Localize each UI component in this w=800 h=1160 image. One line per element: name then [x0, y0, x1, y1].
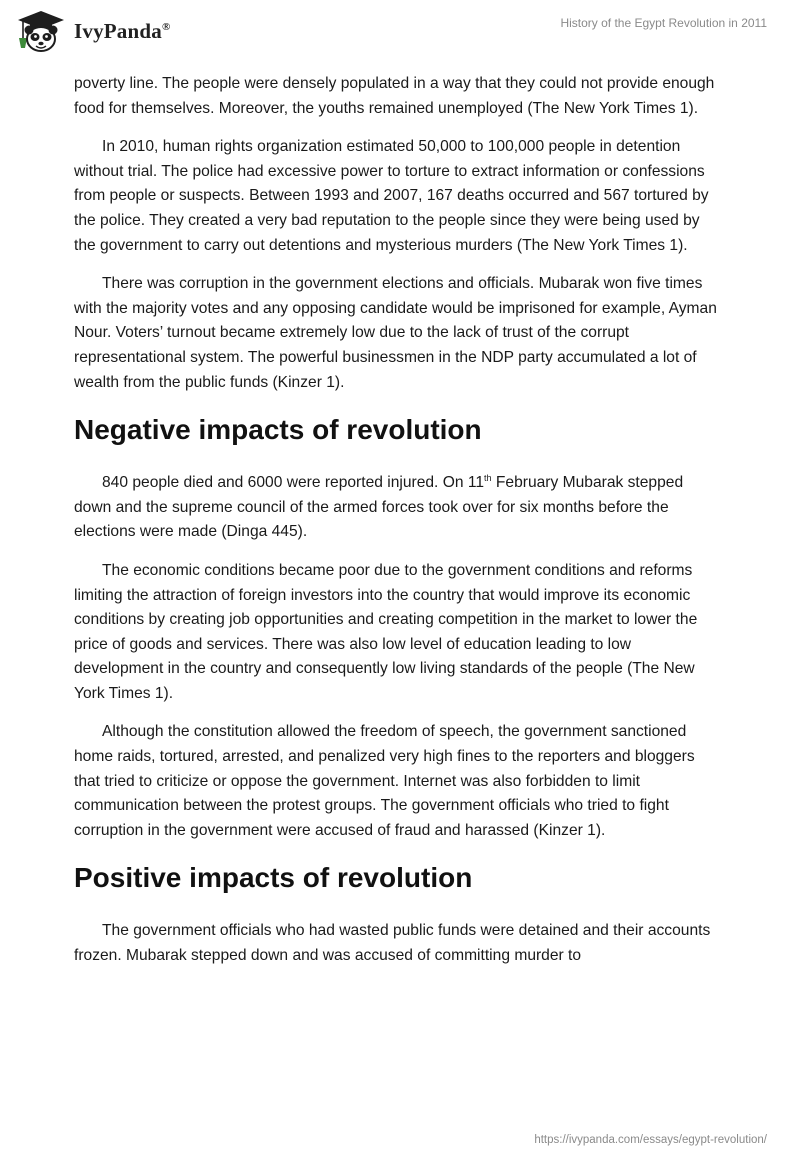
brand-name: IvyPanda®: [74, 18, 171, 43]
panda-graduate-icon: [14, 8, 68, 54]
paragraph: There was corruption in the government elections and officials. Mubarak won five times with the majority votes and any opposing candidate would be imprisoned for example, Ayman Nour. Voters’ turnout became extremely low due to the lack of trust of the corrupt representational system. The powerful businessmen in the NDP party accumulated a lot of wealth from the public funds (Kinzer 1).: [74, 275, 717, 391]
paragraph: poverty line. The people were densely populated in a way that they could not provide enough food for themselves. Moreover, the youths remained unemployed (The New York Times 1).: [74, 75, 715, 117]
heading-positive-impacts: Positive impacts of revolution: [74, 862, 473, 894]
paragraph: In 2010, human rights organization estimated 50,000 to 100,000 people in detention without trial. The police had excessive power to torture to extract information or confessions from people or suspects. Between 1993 and 2007, 167 deaths occurred and 567 tortured by the police. They created a very bad reputation to the people since they were being used by the government to carry out detentions and mysterious murders (The New York Times 1).: [74, 138, 709, 254]
source-url-link[interactable]: https://ivypanda.com/essays/egypt-revolution/: [534, 1134, 767, 1146]
page-header: [0, 0, 800, 62]
paragraph: Although the constitution allowed the freedom of speech, the government sanctioned home raids, tortured, arrested, and penalized very high fines to the reporters and bloggers that tried to criticize or oppose the government. Internet was also forbidden to limit communication between the protest groups. The government officials who tried to fight corruption in the government were accused of fraud and harassed (Kinzer 1).: [74, 723, 695, 839]
article-body: [74, 72, 724, 983]
paragraph: The economic conditions became poor due to the government conditions and reforms limiting the attraction of foreign investors into the country that would improve its economic conditions by creating job opportunities and creating competition in the market to lower the price of goods and services. There was also low level of education leading to low development in the country and consequently low living standards of the people (The New York Times 1).: [74, 561, 698, 702]
paragraph: The government officials who had wasted public funds were detained and their accounts frozen. Mubarak stepped down and was accused of committing murder to: [74, 922, 711, 965]
ivypanda-logo[interactable]: [14, 8, 170, 54]
heading-negative-impacts: Negative impacts of revolution: [74, 414, 482, 446]
document-title: History of the Egypt Revolution in 2011: [560, 16, 767, 30]
paragraph: 840 people died and 6000 were reported injured. On 11th February Mubarak stepped down and the supreme council of the armed forces took over for six months before the elections were made (Dinga 445).: [74, 473, 684, 541]
